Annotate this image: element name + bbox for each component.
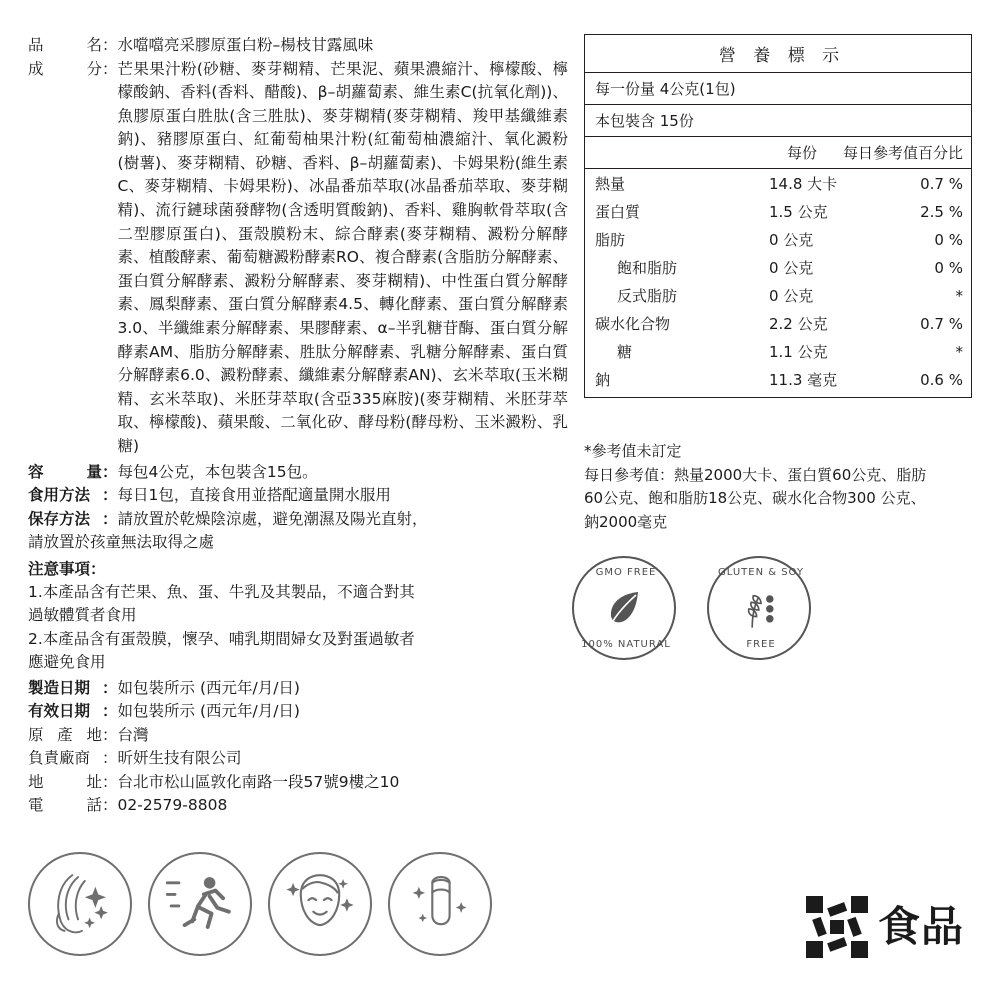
nutrient-value: 0 公克: [769, 286, 814, 305]
nutrient-name: 碳水化合物: [595, 314, 671, 333]
nutrition-row: [585, 253, 971, 281]
nutrient-name: 糖: [617, 342, 633, 361]
glowing-face-icon: [268, 852, 372, 956]
notice-1-line2: 過敏體質者食用: [28, 606, 137, 625]
nutrient-percent: 0.7 %: [920, 174, 963, 193]
usage-value: 每日1包，直接食用並搭配適量開水服用: [117, 486, 391, 505]
nutrient-name: 反式脂肪: [617, 286, 678, 305]
food-logo-text: 食品: [878, 902, 965, 951]
nutrient-percent: 0.7 %: [920, 314, 963, 333]
nutrient-value: 0 公克: [769, 230, 814, 249]
nutrient-percent: 2.5 %: [920, 202, 963, 221]
feature-icon-row: [28, 852, 492, 956]
expiry-date-value: 如包裝所示 (西元年/月/日): [117, 702, 300, 721]
nutrient-percent: *: [955, 342, 963, 361]
origin-row: 原 產 地 ： 台灣: [28, 724, 568, 748]
phone-value: 02-2579-8808: [117, 796, 228, 815]
address-row: 地 址 ： 台北市松山區敦化南路一段57號9樓之10: [28, 771, 568, 795]
notice-title: 注意事項：: [28, 559, 106, 578]
address-value: 台北市松山區敦化南路一段57號9樓之10: [117, 772, 400, 791]
nutrition-footnotes: [584, 440, 976, 534]
nutrition-row: [585, 309, 971, 337]
manufacture-date-value: 如包裝所示 (西元年/月/日): [117, 678, 300, 697]
company-value: 昕妍生技有限公司: [117, 749, 242, 768]
nutrition-row: [585, 337, 971, 365]
storage-row: 保存方法 ： 請放置於乾燥陰涼處，避免潮濕及陽光直射，: [28, 508, 568, 532]
gmo-free-badge: [572, 556, 676, 660]
running-person-icon: [148, 852, 252, 956]
nutrient-name: 飽和脂肪: [617, 258, 678, 277]
fingernail-icon: [388, 852, 492, 956]
net-content-row: 容 量 ： 每包4公克，本包裝含15包。: [28, 461, 568, 485]
nutrition-row: [585, 197, 971, 225]
nutrition-rows: [585, 169, 971, 397]
net-content-value: 每包4公克，本包裝含15包。: [117, 462, 318, 481]
manufacture-date-label: 製造日期: [28, 678, 91, 697]
product-name-row: 品 名 ： 水噹噹亮采膠原蛋白粉–楊枝甘露風味: [28, 34, 568, 58]
notice-1-line1: 1.本產品含有芒果、魚、蛋、牛乳及其製品，不適合對其: [28, 582, 415, 601]
nutrition-row: [585, 169, 971, 197]
nutrition-title: 營 養 標 示: [585, 35, 971, 73]
ingredients-value: 芒果果汁粉(砂糖、麥芽糊精、芒果泥、蘋果濃縮汁、檸檬酸、檸檬酸鈉、香料(香料、醋酸)、β–胡蘿蔔素、維生素C(抗氧化劑))、魚膠原蛋白胜肽(含三胜肽)、麥芽糊精(麥芽糊精、羧甲基纖維素鈉)、豬膠原蛋白、紅葡萄柚果汁粉(紅葡萄柚濃縮汁、氧化澱粉(樹薯)、麥芽糊精、砂糖、香料、β–胡蘿蔔素)、卡姆果粉(維生素C、麥芽糊精、卡姆果粉)、冰晶番茄萃取(冰晶番茄萃取、麥芽糊精)、流行鏈球菌發酵物(含透明質酸鈉)、香料、雞胸軟骨萃取(含二型膠原蛋白)、蛋殼膜粉末、綜合酵素(麥芽糊精、澱粉分解酵素、植酸酵素、葡萄糖澱粉酵素RO、複合酵素(含脂肪分解酵素、蛋白質分解酵素、澱粉分解酵素、麥芽糊精)、中性蛋白質分解酵素、鳳梨酵素、蛋白質分解酵素4.5、轉化酵素、蛋白質分解酵素3.0、半纖維素分解酵素、果膠酵素、α–半乳糖苷酶、蛋白質分解酵素AM、脂肪分解酵素、胜肽分解酵素、乳糖分解酵素、蛋白質分解酵素6.0、澱粉酵素、纖維素分解酵素AN)、玄米萃取(玉米糊精、玄米萃取)、米胚芽萃取(含亞335麻胺)(麥芽糊精、米胚芽萃取、檸檬酸)、蘋果酸、二氧化矽、酵母粉(酵母粉、玉米澱粉、乳糖): [117, 59, 568, 455]
notice-2-line2: 應避免食用: [28, 653, 106, 672]
nutrient-value: 14.8 大卡: [769, 174, 838, 193]
nutrient-value: 2.2 公克: [769, 314, 828, 333]
nutrient-percent: 0 %: [934, 230, 963, 249]
expiry-date-row: 有效日期 ： 如包裝所示 (西元年/月/日): [28, 700, 568, 724]
nutrient-value: 0 公克: [769, 258, 814, 277]
notice-2-line1: 2.本產品含有蛋殼膜，懷孕、哺乳期間婦女及對蛋過敏者: [28, 629, 415, 648]
wheat-icon: [739, 588, 779, 628]
nutrient-percent: 0.6 %: [920, 370, 963, 389]
nutrient-name: 蛋白質: [595, 202, 641, 221]
nutrient-percent: *: [955, 286, 963, 305]
taiwan-food-logo: [806, 896, 964, 958]
phone-row: 電 話 ： 02-2579-8808: [28, 794, 568, 818]
serving-size-row: 每一份量 4公克(1包): [585, 73, 971, 105]
footnote-line-4: 鈉2000毫克: [584, 512, 668, 531]
origin-value: 台灣: [117, 725, 149, 744]
nutrient-name: 脂肪: [595, 230, 626, 249]
certification-badges: [572, 556, 832, 666]
storage-value-line2: 請放置於孩童無法取得之處: [28, 533, 215, 552]
leaf-icon: [604, 588, 644, 628]
nutrient-percent: 0 %: [934, 258, 963, 277]
column-header-serving: 每份: [786, 144, 817, 162]
column-header-percent: 每日參考值百分比: [842, 144, 963, 162]
taiwan-food-mark-icon: [806, 896, 868, 958]
ingredients-row: 成 分 ： 芒果果汁粉(砂糖、麥芽糊精、芒果泥、蘋果濃縮汁、檸檬酸、檸檬酸鈉、香料(香料、醋酸)、β–胡蘿蔔素、維生素C(抗氧化劑))、魚膠原蛋白胜肽(含三胜肽)、麥芽糊精(麥芽糊精、羧甲基纖維素鈉)、豬膠原蛋白、紅葡萄柚果汁粉(紅葡萄柚濃縮汁、氧化澱粉(樹薯)、麥芽糊精、砂糖、香料、β–胡蘿蔔素)、卡姆果粉(維生素C、麥芽糊精、卡姆果粉)、冰晶番茄萃取(冰晶番茄萃取、麥芽糊精)、流行鏈球菌發酵物(含透明質酸鈉)、香料、雞胸軟骨萃取(含二型膠原蛋白)、蛋殼膜粉末、綜合酵素(麥芽糊精、澱粉分解酵素、植酸酵素、葡萄糖澱粉酵素RO、複合酵素(含脂肪分解酵素、蛋白質分解酵素、澱粉分解酵素、麥芽糊精)、中性蛋白質分解酵素、鳳梨酵素、蛋白質分解酵素4.5、轉化酵素、蛋白質分解酵素3.0、半纖維素分解酵素、果膠酵素、α–半乳糖苷酶、蛋白質分解酵素AM、脂肪分解酵素、胜肽分解酵素、乳糖分解酵素、蛋白質分解酵素6.0、澱粉酵素、纖維素分解酵素AN)、玄米萃取(玉米糊精、玄米萃取)、米胚芽萃取(含亞335麻胺)(麥芽糊精、米胚芽萃取、檸檬酸)、蘋果酸、二氧化矽、酵母粉(酵母粉、玉米澱粉、乳糖): [28, 58, 568, 459]
nutrition-column-headers: [585, 137, 971, 169]
usage-row: 食用方法 ： 每日1包，直接食用並搭配適量開水服用: [28, 484, 568, 508]
nutrition-row: [585, 281, 971, 309]
hair-shine-icon: [28, 852, 132, 956]
nutrient-value: 1.1 公克: [769, 342, 828, 361]
gluten-soy-free-bottom-text: FREE: [746, 639, 776, 650]
footnote-line-3: 60公克、飽和脂肪18公克、碳水化合物300 公克、: [584, 489, 926, 507]
usage-label: 食用方法: [28, 486, 91, 505]
servings-per-pack-row: 本包裝含 15份: [585, 105, 971, 137]
gmo-free-bottom-text: 100% NATURAL: [581, 639, 671, 650]
gluten-soy-free-top-text: GLUTEN & SOY: [718, 567, 804, 578]
product-name-value: 水噹噹亮采膠原蛋白粉–楊枝甘露風味: [117, 36, 374, 54]
company-row: 負責廠商 ： 昕妍生技有限公司: [28, 747, 568, 771]
storage-label: 保存方法: [28, 509, 91, 528]
nutrition-facts-table: [584, 34, 972, 398]
expiry-date-label: 有效日期: [28, 702, 91, 721]
nutrient-name: 鈉: [595, 370, 611, 389]
nutrient-value: 1.5 公克: [769, 202, 828, 221]
product-info-column: [28, 34, 568, 818]
nutrient-name: 熱量: [595, 174, 626, 193]
storage-value: 請放置於乾燥陰涼處，避免潮濕及陽光直射，: [117, 509, 428, 528]
nutrient-value: 11.3 毫克: [769, 370, 838, 389]
nutrition-row: [585, 365, 971, 393]
footnote-line-2: 每日參考值：熱量2000大卡、蛋白質60公克、脂肪: [584, 465, 927, 484]
company-label: 負責廠商: [28, 749, 91, 768]
manufacture-date-row: 製造日期 ： 如包裝所示 (西元年/月/日): [28, 677, 568, 701]
gmo-free-top-text: GMO FREE: [595, 567, 657, 578]
gluten-soy-free-badge: [707, 556, 811, 660]
footnote-line-1: *參考值未訂定: [584, 442, 682, 460]
nutrition-row: [585, 225, 971, 253]
